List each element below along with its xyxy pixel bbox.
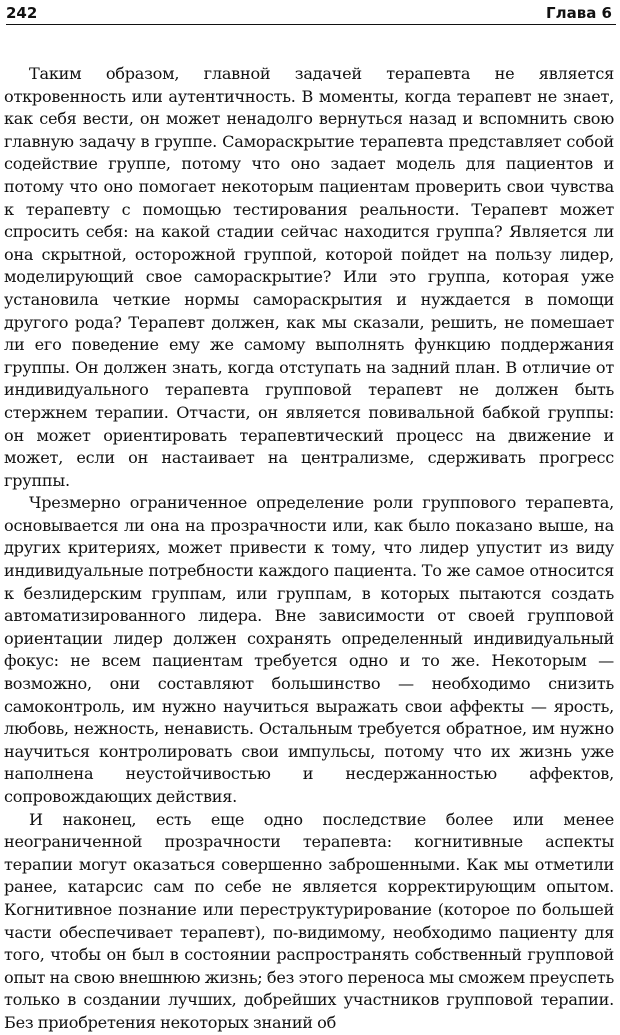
running-header bbox=[6, 2, 612, 24]
chapter-title: Глава 6 bbox=[546, 4, 612, 22]
paragraph-1: Таким образом, главной задачей терапевта не является откровенность или аутентичность. В моменты, когда терапевт не знает, как себя вести, он может ненадолго вернуться назад и вспомнить свою главную задачу в группе. Самораскрытие терапевта представляет собой содействие группе, потому что оно задает модель для пациентов и потому что оно помогает некоторым пациентам проверить свои чувства к терапевту с помощью тестирования реальности. Терапевт может спросить себя: на какой стадии сейчас находится группа? Является ли она скрытной, осторожной группой, которой пойдет на пользу лидер, моделирующий свое самораскрытие? Или это группа, которая уже установила четкие нормы самораскрытия и нуждается в помощи другого рода? Терапевт должен, как мы сказали, решить, не помешает ли его поведение ему же самому выполнять функцию поддержания группы. Он должен знать, когда отступать на задний план. В отличие от индивидуального терапевта групповой терапевт не должен быть стержнем терапии. Отчасти, он является повивальной бабкой группы: он может ориентировать терапевтический процесс на движение и может, если он настаивает на централизме, сдерживать прогресс группы. bbox=[4, 64, 614, 490]
body-text bbox=[4, 63, 614, 1035]
paragraph-2: Чрезмерно ограниченное определение роли группового терапевта, основывается ли она на прозрачности или, как было показано выше, на других критериях, может привести к тому, что лидер упустит из виду индивидуальные потребности каждого пациента. То же самое относится к безлидерским группам, или группам, в которых пытаются создать автоматизированного лидера. Вне зависимости от своей групповой ориентации лидер должен сохранять определенный индивидуальный фокус: не всем пациентам требуется одно и то же. Некоторым — возможно, они составляют большинство — необходимо снизить самоконтроль, им нужно научиться выражать свои аффекты — ярость, любовь, нежность, ненависть. Остальным требуется обратное, им нужно научиться контролировать свои импульсы, потому что их жизнь уже наполнена неустойчивостью и несдержанностью аффектов, сопровождающих действия. bbox=[4, 493, 614, 806]
page-number: 242 bbox=[6, 4, 38, 22]
paragraph-3: И наконец, есть еще одно последствие более или менее неограниченной прозрачности терапевта: когнитивные аспекты терапии могут оказаться совершенно заброшенными. Как мы отметили ранее, катарсис сам по себе не является корректирующим опытом. Когнитивное познание или переструктурирование (которое по большей части обеспечивает терапевт), по-видимому, необходимо пациенту для того, чтобы он был в состоянии распространять собственный групповой опыт на свою внешнюю жизнь; без этого переноса мы сможем преуспеть только в создании лучших, добрейших участников групповой терапии. Без приобретения некоторых знаний об bbox=[4, 809, 614, 1032]
header-rule bbox=[6, 24, 616, 25]
